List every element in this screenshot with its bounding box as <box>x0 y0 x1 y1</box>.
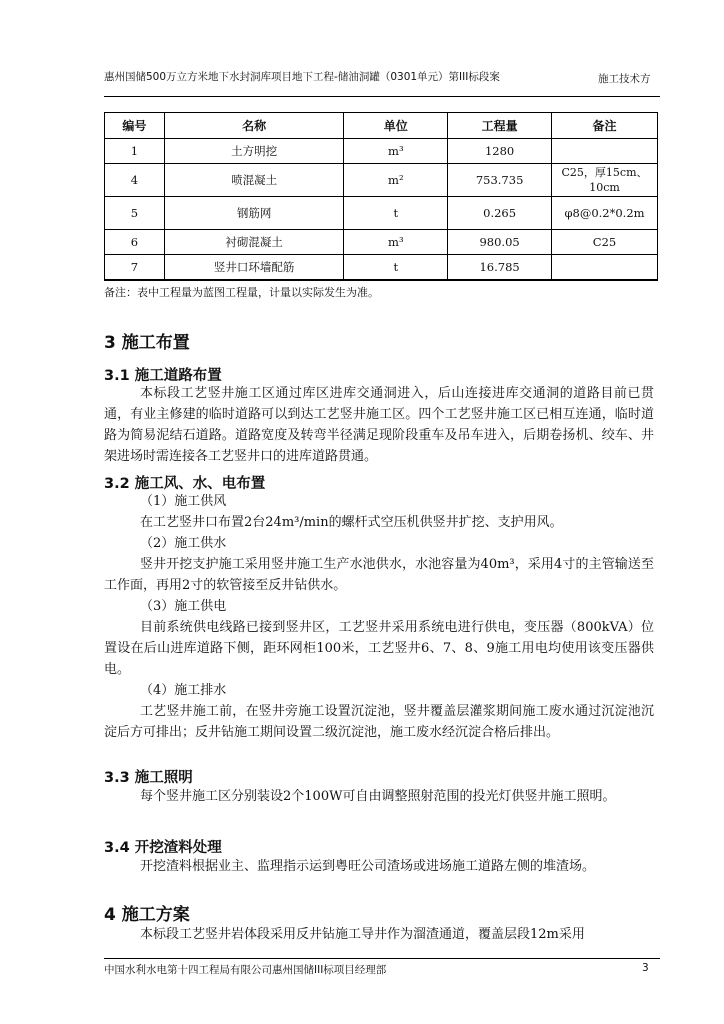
paragraph-3-4: 开挖渣料根据业主、监理指示运到粤旺公司渣场或进场施工道路左侧的堆渣场。 <box>140 859 596 874</box>
paragraph-3-3: 每个竖井施工区分别装设2个100W可自由调整照射范围的投光灯供竖井施工照明。 <box>140 789 616 804</box>
col-header-remark: 备注 <box>552 113 658 139</box>
cell-no: 5 <box>105 197 165 230</box>
cell-name: 竖井口环墙配筋 <box>164 255 344 281</box>
cell-name: 土方明挖 <box>164 139 344 164</box>
cell-name: 喷混凝土 <box>164 164 344 197</box>
cell-no: 1 <box>105 139 165 164</box>
paragraph-power: 目前系统供电线路已接到竖井区，工艺竖井采用系统电进行供电，变压器（800kVA）位置设在后山进库道路下侧，距环网柜100米，工艺竖井6、7、8、9施工用电均使用该变压器供电。 <box>104 620 654 677</box>
cell-quantity: 753.735 <box>448 164 552 197</box>
cell-quantity: 1280 <box>448 139 552 164</box>
header-divider <box>104 96 660 97</box>
table-row <box>105 255 658 281</box>
cell-unit: t <box>344 255 448 281</box>
cell-unit: m² <box>344 164 448 197</box>
cell-unit: m³ <box>344 139 448 164</box>
cell-remark <box>552 139 658 164</box>
table-row <box>105 164 658 197</box>
paragraph-wind: 在工艺竖井口布置2台24m³/min的螺杆式空压机供竖井扩挖、支护用风。 <box>140 515 563 530</box>
col-header-no: 编号 <box>105 113 165 139</box>
heading-3-2: 3.2 施工风、水、电布置 <box>104 476 266 492</box>
paragraph-3-1: 本标段工艺竖井施工区通过库区进库交通洞进入，后山连接进库交通洞的道路目前已贯通，有业主修建的临时道路可以到达工艺竖井施工区。四个工艺竖井施工区已相互连通，临时道路为简易泥结石道路。道路宽度及转弯半径满足现阶段重车及吊车进入，后期卷扬机、绞车、井架进场时需连接各工艺竖井口的进库道路贯通。 <box>104 386 654 464</box>
col-header-name: 名称 <box>164 113 344 139</box>
heading-section-3: 3 施工布置 <box>104 333 190 353</box>
subheading-wind: （1）施工供风 <box>140 494 227 509</box>
subheading-drainage: （4）施工排水 <box>140 683 227 698</box>
cell-name: 衬砌混凝土 <box>164 230 344 255</box>
table-row <box>105 139 658 164</box>
cell-quantity: 16.785 <box>448 255 552 281</box>
heading-3-3: 3.3 施工照明 <box>104 770 193 786</box>
cell-no: 4 <box>105 164 165 197</box>
table-row <box>105 230 658 255</box>
subheading-water: （2）施工供水 <box>140 536 227 551</box>
heading-section-4: 4 施工方案 <box>104 905 190 925</box>
cell-remark: C25 <box>552 230 658 255</box>
table-header-row <box>105 113 658 139</box>
cell-remark: C25，厚15cm、10cm <box>552 164 658 197</box>
cell-remark: φ8@0.2*0.2m <box>552 197 658 230</box>
page-number: 3 <box>642 962 649 974</box>
table-note: 备注：表中工程量为蓝图工程量，计量以实际发生为准。 <box>104 286 379 299</box>
cell-no: 7 <box>105 255 165 281</box>
paragraph-water: 竖井开挖支护施工采用竖井施工生产水池供水，水池容量为40m³，采用4寸的主管输送至工作面，再用2寸的软管接至反井钻供水。 <box>104 557 654 593</box>
cell-remark <box>552 255 658 281</box>
cell-unit: m³ <box>344 230 448 255</box>
cell-quantity: 980.05 <box>448 230 552 255</box>
footer-divider <box>104 958 660 959</box>
cell-no: 6 <box>105 230 165 255</box>
header-right: 施工技术方 <box>598 73 651 85</box>
col-header-quantity: 工程量 <box>448 113 552 139</box>
heading-3-1: 3.1 施工道路布置 <box>104 368 222 384</box>
col-header-unit: 单位 <box>344 113 448 139</box>
cell-unit: t <box>344 197 448 230</box>
paragraph-drainage: 工艺竖井施工前，在竖井旁施工设置沉淀池，竖井覆盖层灌浆期间施工废水通过沉淀池沉淀后方可排出；反井钻施工期间设置二级沉淀池，施工废水经沉淀合格后排出。 <box>104 704 654 740</box>
header-title: 惠州国储500万立方米地下水封洞库项目地下工程-储油洞罐（0301单元）第III标段案 <box>104 71 500 83</box>
table-row <box>105 197 658 230</box>
subheading-power: （3）施工供电 <box>140 599 227 614</box>
cell-name: 钢筋网 <box>164 197 344 230</box>
cell-quantity: 0.265 <box>448 197 552 230</box>
footer-organization: 中国水利水电第十四工程局有限公司惠州国储III标项目经理部 <box>104 964 387 976</box>
paragraph-4: 本标段工艺竖井岩体段采用反井钻施工导井作为溜渣通道，覆盖层段12m采用 <box>140 927 585 942</box>
quantity-table <box>104 112 658 281</box>
heading-3-4: 3.4 开挖渣料处理 <box>104 840 222 856</box>
